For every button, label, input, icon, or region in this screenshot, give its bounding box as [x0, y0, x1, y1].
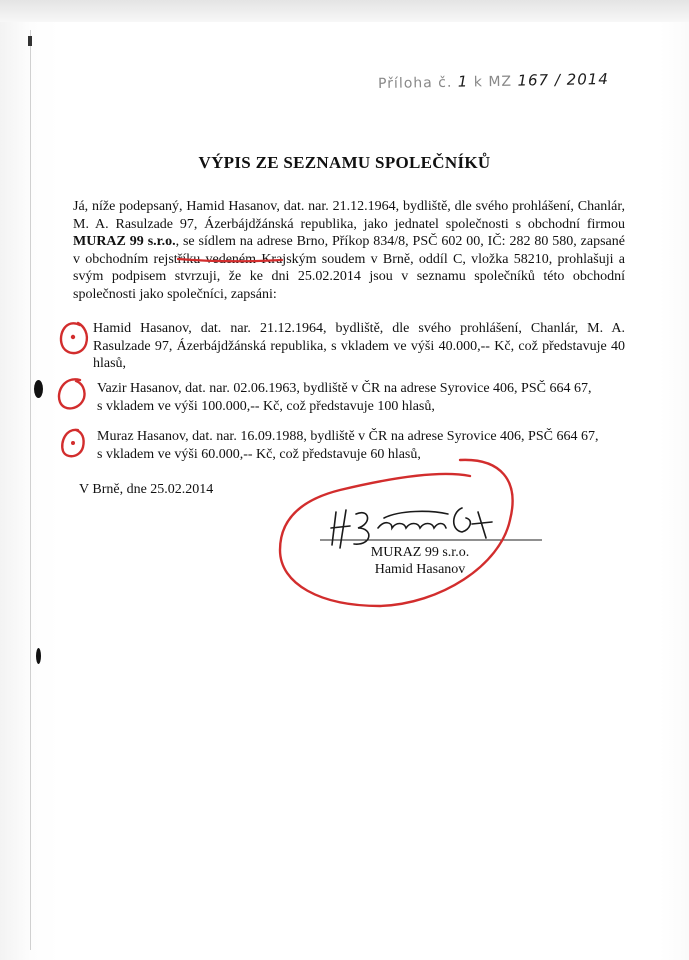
document-title: VÝPIS ZE SEZNAMU SPOLEČNÍKŮ: [198, 153, 491, 172]
attachment-reference: [378, 70, 609, 92]
scan-top-edge: [0, 0, 689, 22]
partner-3-line-1: Muraz Hasanov, dat. nar. 16.09.1988, bydliště v ČR na adrese Syrovice 406, PSČ 664 67,: [97, 429, 599, 444]
handwritten-signature: [331, 508, 492, 548]
hole-punch-mark-lower: [36, 648, 41, 664]
red-circle-mark-1: [61, 323, 87, 353]
attachment-number: 1: [457, 72, 469, 91]
partner-3-line-2: s vkladem ve výši 60.000,-- Kč, což představuje 60 hlasů,: [97, 446, 421, 462]
red-circle-mark-3: [62, 430, 83, 456]
company-name: MURAZ 99 s.r.o.: [73, 234, 176, 250]
partner-2-line-1: Vazir Hasanov, dat. nar. 02.06.1963, bydliště v ČR na adrese Syrovice 406, PSČ 664 67,: [97, 381, 592, 396]
red-circle-mark-2: [59, 379, 85, 408]
signatory-name: Hamid Hasanov: [374, 562, 466, 577]
attachment-ref: 167 / 2014: [517, 69, 610, 90]
attachment-prefix: Příloha č.: [377, 74, 453, 93]
hole-punch-mark: [34, 380, 43, 398]
signature-red-loop: [280, 460, 513, 606]
signatory-company: MURAZ 99 s.r.o.: [370, 545, 470, 560]
intro-paragraph: [73, 198, 625, 304]
place-and-date: V Brně, dne 25.02.2014: [79, 482, 214, 497]
partner-entry-2: [97, 380, 637, 415]
scan-mark-top: [28, 36, 32, 46]
intro-text-2: , se sídlem na adrese Brno, Příkop 834/8, PSČ 602 00, IČ: 282 80 580, zapsané v obchodním rejstříku vedeném Krajským soudem v Brně, oddíl C, vložka 58210, prohlašuji a svým podpisem stvrzuji, že ke dni 25.02.2014 jsou v seznamu společníků této obchodní společnosti jako společníci, zapsáni:: [73, 234, 625, 302]
partner-entry-3: [97, 428, 637, 463]
partner-entry-1: Hamid Hasanov, dat. nar. 21.12.1964, bydliště, dle svého prohlášení, Chanlár, M. A. Rasulzade 97, Ázerbájdžánská republika, s vkladem ve výši 40.000,-- Kč, což představuje 40 hlasů,: [93, 321, 625, 372]
partner-2-line-2: s vkladem ve výši 100.000,-- Kč, což představuje 100 hlasů,: [97, 398, 435, 414]
attachment-mid: k MZ: [473, 73, 513, 91]
signature-caption: [370, 544, 470, 578]
intro-text-1: Já, níže podepsaný, Hamid Hasanov, dat. nar. 21.12.1964, bydliště, dle svého prohlášení, Chanlár, M. A. Rasulzade 97, Ázerbájdžánská republika, jako jednatel společnosti s obchodní firmou: [73, 199, 625, 232]
